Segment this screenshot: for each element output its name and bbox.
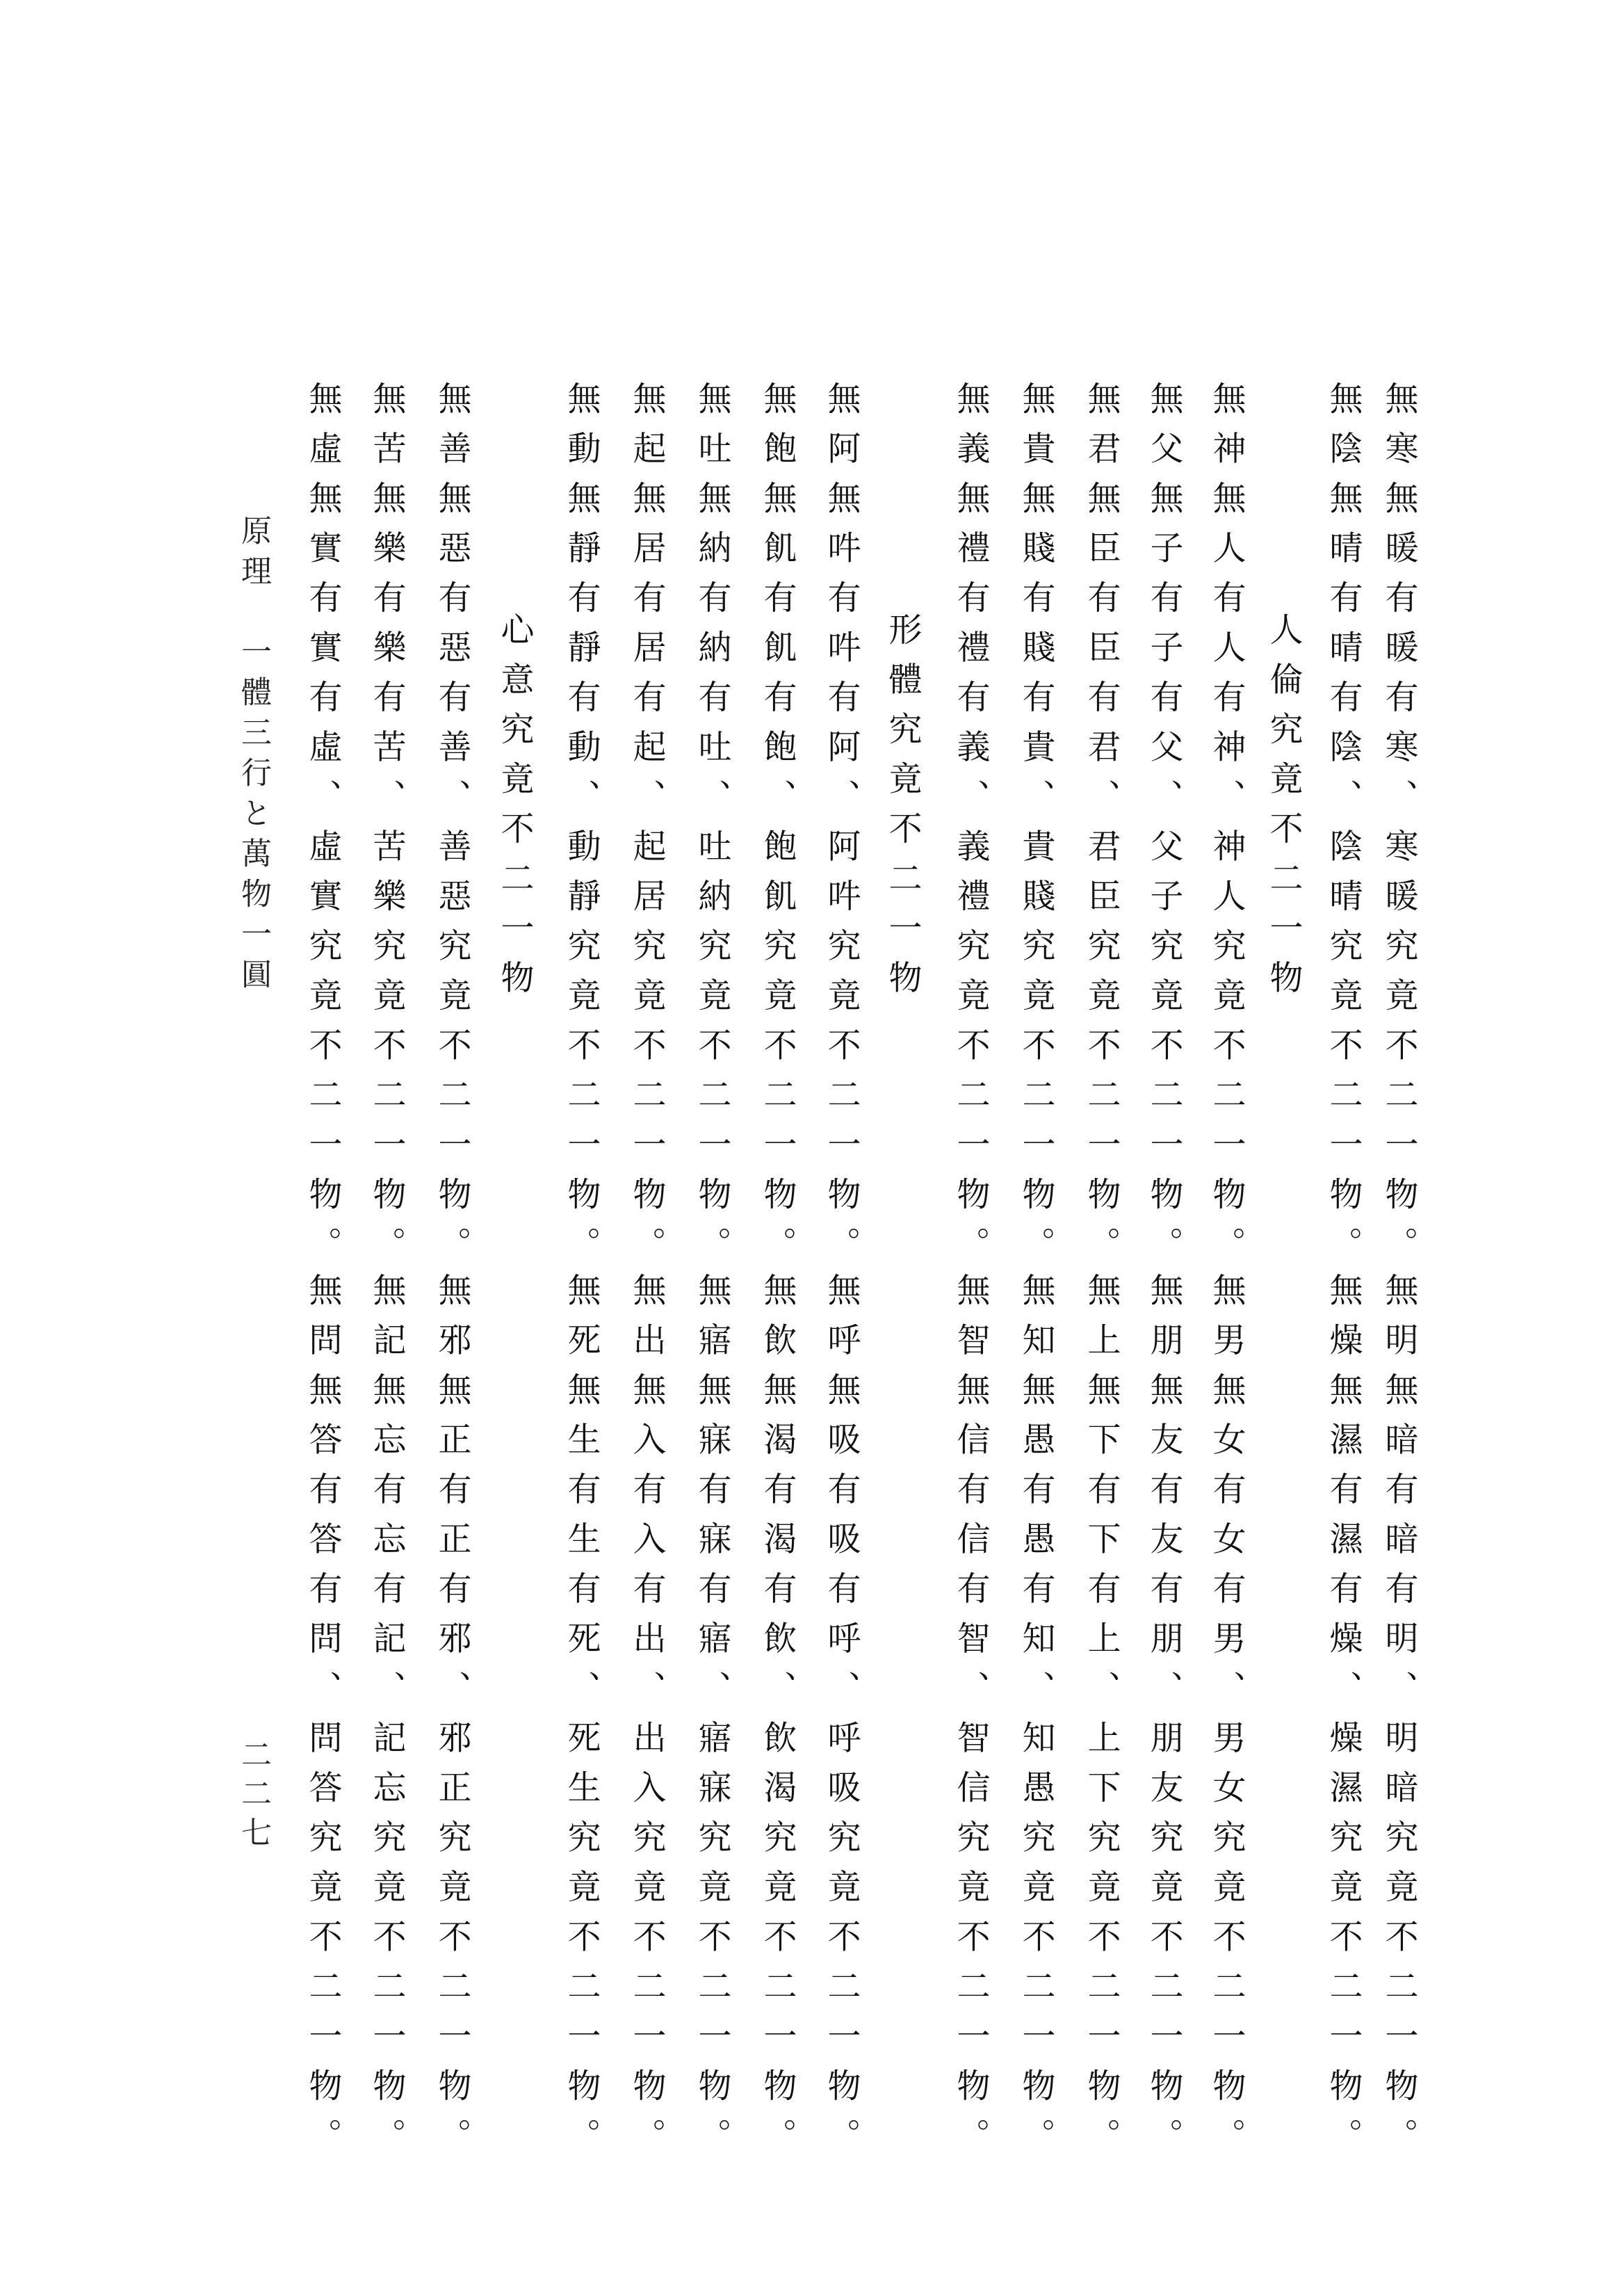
verse-column: 無君無臣有臣有君、君臣究竟不二一物。 bbox=[1082, 381, 1121, 1276]
verse-column: 無寒無暖有暖有寒、寒暖究竟不二一物。 bbox=[1379, 381, 1418, 1276]
verse-column: 無男無女有女有男、男女究竟不二一物。 bbox=[1207, 1273, 1246, 2168]
verse-column: 無阿無吽有吽有阿、阿吽究竟不二一物。 bbox=[822, 381, 861, 1276]
running-title: 原理 一體三行と萬物一圓 bbox=[236, 515, 271, 999]
section-heading: 人倫究竟不二一物 bbox=[1264, 612, 1303, 1010]
verse-column: 無苦無樂有樂有苦、苦樂究竟不二一物。 bbox=[367, 381, 406, 1276]
section-heading: 心意究竟不二一物 bbox=[495, 612, 534, 1010]
verse-column: 無吐無納有納有吐、吐納究竟不二一物。 bbox=[692, 381, 731, 1276]
verse-column: 無寤無寐有寐有寤、寤寐究竟不二一物。 bbox=[692, 1273, 731, 2168]
verse-column: 無出無入有入有出、出入究竟不二一物。 bbox=[627, 1273, 666, 2168]
verse-column: 無飲無渴有渴有飲、飲渴究竟不二一物。 bbox=[758, 1273, 797, 2168]
page-number: 二二七 bbox=[236, 1738, 271, 1855]
verse-column: 無智無信有信有智、智信究竟不二一物。 bbox=[951, 1273, 990, 2168]
verse-column: 無貴無賤有賤有貴、貴賤究竟不二一物。 bbox=[1016, 381, 1055, 1276]
verse-column: 無義無禮有禮有義、義禮究竟不二一物。 bbox=[951, 381, 990, 1276]
verse-column: 無明無暗有暗有明、明暗究竟不二一物。 bbox=[1379, 1273, 1418, 2168]
verse-column: 無善無惡有惡有善、善惡究竟不二一物。 bbox=[432, 381, 471, 1276]
verse-column: 無動無靜有靜有動、動靜究竟不二一物。 bbox=[562, 381, 601, 1276]
verse-column: 無父無子有子有父、父子究竟不二一物。 bbox=[1144, 381, 1183, 1276]
verse-column: 無呼無吸有吸有呼、呼吸究竟不二一物。 bbox=[822, 1273, 861, 2168]
verse-column: 無陰無晴有晴有陰、陰晴究竟不二一物。 bbox=[1324, 381, 1363, 1276]
verse-column: 無問無答有答有問、問答究竟不二一物。 bbox=[303, 1273, 342, 2168]
verse-column: 無虛無實有實有虛、虛實究竟不二一物。 bbox=[303, 381, 342, 1276]
verse-column: 無記無忘有忘有記、記忘究竟不二一物。 bbox=[367, 1273, 406, 2168]
verse-column: 無神無人有人有神、神人究竟不二一物。 bbox=[1207, 381, 1246, 1276]
section-heading: 形體究竟不二一物 bbox=[883, 612, 922, 1010]
verse-column: 無上無下有下有上、上下究竟不二一物。 bbox=[1082, 1273, 1121, 2168]
verse-column: 無朋無友有友有朋、朋友究竟不二一物。 bbox=[1144, 1273, 1183, 2168]
verse-column: 無邪無正有正有邪、邪正究竟不二一物。 bbox=[432, 1273, 471, 2168]
verse-column: 無燥無濕有濕有燥、燥濕究竟不二一物。 bbox=[1324, 1273, 1363, 2168]
verse-column: 無死無生有生有死、死生究竟不二一物。 bbox=[562, 1273, 601, 2168]
verse-column: 無起無居有居有起、起居究竟不二一物。 bbox=[627, 381, 666, 1276]
verse-column: 無知無愚有愚有知、知愚究竟不二一物。 bbox=[1016, 1273, 1055, 2168]
verse-column: 無飽無飢有飢有飽、飽飢究竟不二一物。 bbox=[758, 381, 797, 1276]
